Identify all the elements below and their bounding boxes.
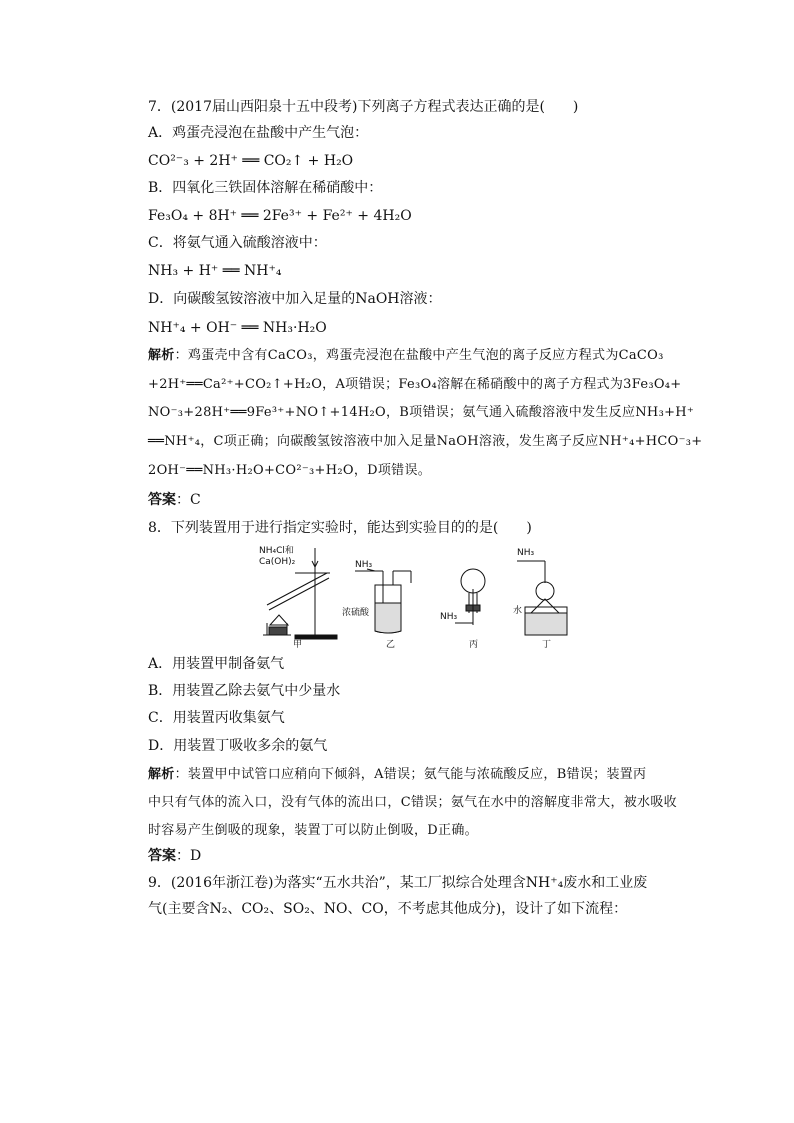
apparatus-ding <box>517 561 567 635</box>
gas-label-bing: NH₃ <box>440 612 458 622</box>
q7-equation-b: Fe₃O₄ + 8H⁺ ══ 2Fe³⁺ + Fe²⁺ + 4H₂O <box>148 208 412 224</box>
analysis-text: ：鸡蛋壳中含有CaCO₃，鸡蛋壳浸泡在盐酸中产生气泡的离子反应方程式为CaCO₃ <box>174 348 664 363</box>
q8-analysis-line-2: 中只有气体的流入口，没有气体的流出口，C错误；氨气在水中的溶解度非常大，被水吸收 <box>148 795 677 810</box>
answer-value: ：D <box>176 848 202 864</box>
apparatus-label-ding: 丁 <box>542 640 552 650</box>
q7-analysis-line-2: +2H⁺══Ca²⁺+CO₂↑+H₂O，A项错误；Fe₃O₄溶解在稀硝酸中的离子方程式为3Fe₃O₄+ <box>148 377 682 392</box>
gas-label-yi: NH₃ <box>355 560 373 570</box>
q8-option-b: B．用装置乙除去氨气中少量水 <box>148 683 341 699</box>
q7-option-a: A．鸡蛋壳浸泡在盐酸中产生气泡： <box>148 125 369 141</box>
answer-label: 答案 <box>148 492 176 508</box>
q7-equation-a: CO²⁻₃ + 2H⁺ ══ CO₂↑ + H₂O <box>148 153 354 169</box>
gas-label-ding: NH₃ <box>517 548 535 558</box>
answer-value: ：C <box>176 492 201 508</box>
q7-analysis-line-3: NO⁻₃+28H⁺══9Fe³⁺+NO↑+14H₂O，B项错误；氨气通入硫酸溶液中发生反应NH₃+H⁺ <box>148 405 695 420</box>
q8-analysis-line-3: 时容易产生倒吸的现象，装置丁可以防止倒吸，D正确。 <box>148 823 478 838</box>
q7-option-c: C．将氨气通入硫酸溶液中： <box>148 235 327 251</box>
q8-answer <box>148 846 201 866</box>
q7-answer <box>148 490 201 510</box>
acid-label: 浓硫酸 <box>342 608 370 618</box>
answer-label: 答案 <box>148 848 176 864</box>
q7-analysis-line-1 <box>148 346 664 366</box>
q7-option-b: B．四氧化三铁固体溶解在稀硝酸中： <box>148 180 383 196</box>
q8-stem: 8．下列装置用于进行指定实验时，能达到实验目的的是( ) <box>148 520 532 536</box>
apparatus-label-bing: 丙 <box>469 640 479 650</box>
reagent-label-2: Ca(OH)₂ <box>259 557 296 567</box>
analysis-text: ：装置甲中试管口应稍向下倾斜，A错误；氨气能与浓硫酸反应，B错误；装置丙 <box>174 767 647 782</box>
q8-analysis-line-1 <box>148 765 646 785</box>
analysis-label: 解析 <box>148 348 175 363</box>
q7-equation-c: NH₃ + H⁺ ══ NH⁺₄ <box>148 263 282 279</box>
reagent-label-1: NH₄Cl和 <box>259 546 294 556</box>
q7-analysis-line-4: ══NH⁺₄，C项正确；向碳酸氢铵溶液中加入足量NaOH溶液，发生离子反应NH⁺₄+HCO⁻₃+ <box>148 434 703 449</box>
apparatus-label-jia: 甲 <box>293 640 303 650</box>
q8-option-d: D．用装置丁吸收多余的氨气 <box>148 738 328 754</box>
apparatus-label-yi: 乙 <box>386 640 396 650</box>
apparatus-figure <box>255 543 575 651</box>
analysis-label: 解析 <box>148 767 175 782</box>
water-label: 水 <box>513 606 523 616</box>
q7-equation-d: NH⁺₄ + OH⁻ ══ NH₃·H₂O <box>148 320 327 336</box>
q8-option-c: C．用装置丙收集氨气 <box>148 710 285 726</box>
q8-option-a: A．用装置甲制备氨气 <box>148 656 285 672</box>
q9-stem: 9．(2016年浙江卷)为落实“五水共治”，某工厂拟综合处理含NH⁺₄废水和工业废气(主要含N₂、CO₂、SO₂、NO、CO，不考虑其他成分)，设计了如下流程： <box>148 875 648 917</box>
q7-stem: 7．(2017届山西阳泉十五中段考)下列离子方程式表达正确的是( ) <box>148 99 579 115</box>
q7-analysis-line-5: 2OH⁻══NH₃·H₂O+CO²⁻₃+H₂O，D项错误。 <box>148 463 432 478</box>
apparatus-yi <box>355 569 411 633</box>
q7-option-d: D．向碳酸氢铵溶液中加入足量的NaOH溶液： <box>148 291 442 307</box>
apparatus-bing <box>455 569 485 625</box>
